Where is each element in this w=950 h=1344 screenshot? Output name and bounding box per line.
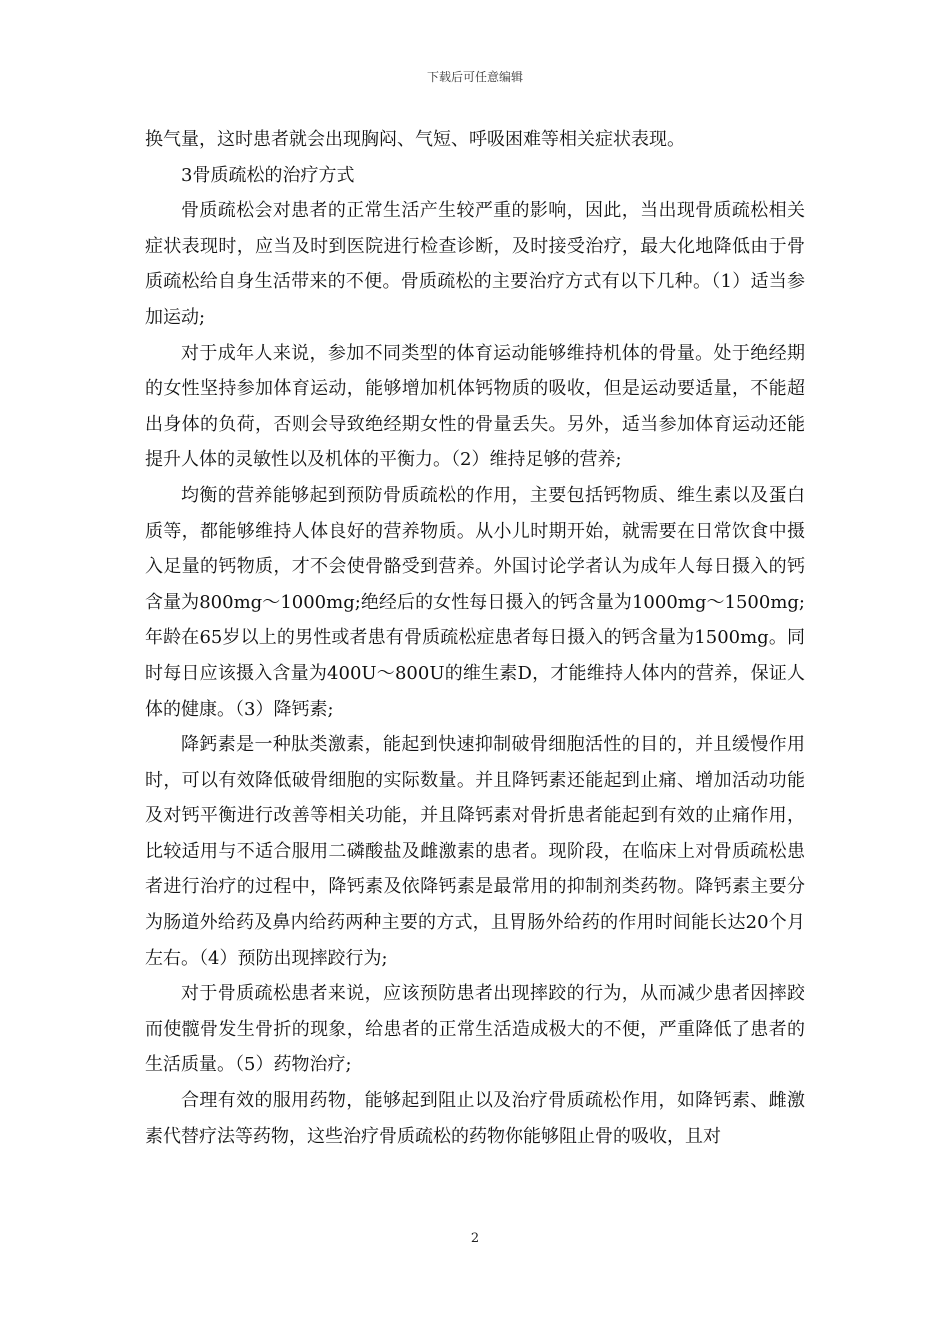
page-header: 下载后可任意编辑 [426,70,523,84]
paragraph-medication: 合理有效的服用药物，能够起到阻止以及治疗骨质疏松作用，如降钙素、雌激素代替疗法等药物，这些治疗骨质疏松的药物你能够阻止骨的吸收，且对 [145,1090,805,1147]
section-heading: 3骨质疏松的治疗方式 [181,164,355,186]
document-body [145,122,805,1154]
paragraph-exercise: 对于成年人来说，参加不同类型的体育运动能够维持机体的骨量。处于绝经期的女性坚持参加体育运动，能够增加机体钙物质的吸收，但是运动要适量，不能超出身体的负荷，否则会导致绝经期女性的骨量丢失。另外，适当参加体育运动还能提升人体的灵敏性以及机体的平衡力。（2）维持足够的营养; [145,342,805,471]
paragraph-fall-prevention: 对于骨质疏松患者来说，应该预防患者出现摔跤的行为，从而减少患者因摔跤而使髋骨发生骨折的现象，给患者的正常生活造成极大的不便，严重降低了患者的生活质量。（5）药物治疗; [145,983,805,1076]
page-number: 2 [470,1231,480,1246]
paragraph-intro: 骨质疏松会对患者的正常生活产生较严重的影响，因此，当出现骨质疏松相关症状表现时，应当及时到医院进行检查诊断，及时接受治疗，最大化地降低由于骨质疏松给自身生活带来的不便。骨质疏松的主要治疗方式有以下几种。（1）适当参加运动; [145,200,805,328]
paragraph-calcitonin: 降鈣素是一种肽类激素，能起到快速抑制破骨细胞活性的目的，并且缓慢作用时，可以有效降低破骨细胞的实际数量。并且降钙素还能起到止痛、增加活动功能及对钙平衡进行改善等相关功能，并且降钙素对骨折患者能起到有效的止痛作用，比较适用与不适合服用二磷酸盐及雌激素的患者。现阶段，在临床上对骨质疏松患者进行治疗的过程中，降钙素及依降钙素是最常用的抑制剂类药物。降钙素主要分为肠道外给药及鼻内给药两种主要的方式，且胃肠外给药的作用时间能长达20个月左右。（4）预防出现摔跤行为; [145,734,805,969]
paragraph-nutrition: 均衡的营养能够起到预防骨质疏松的作用，主要包括钙物质、维生素以及蛋白质等，都能够维持人体良好的营养物质。从小儿时期开始，就需要在日常饮食中摄入足量的钙物质，才不会使骨骼受到营养。外国讨论学者认为成年人每日摄入的钙含量为800mg～1000mg;绝经后的女性每日摄入的钙含量为1000mg～1500mg;年龄在65岁以上的男性或者患有骨质疏松症患者每日摄入的钙含量为1500mg。同时每日应该摄入含量为400U～800U的维生素D，才能维持人体内的营养，保证人体的健康。（3）降钙素; [145,484,805,720]
paragraph-continuation: 换气量，这时患者就会出现胸闷、气短、呼吸困难等相关症状表现。 [145,129,685,150]
